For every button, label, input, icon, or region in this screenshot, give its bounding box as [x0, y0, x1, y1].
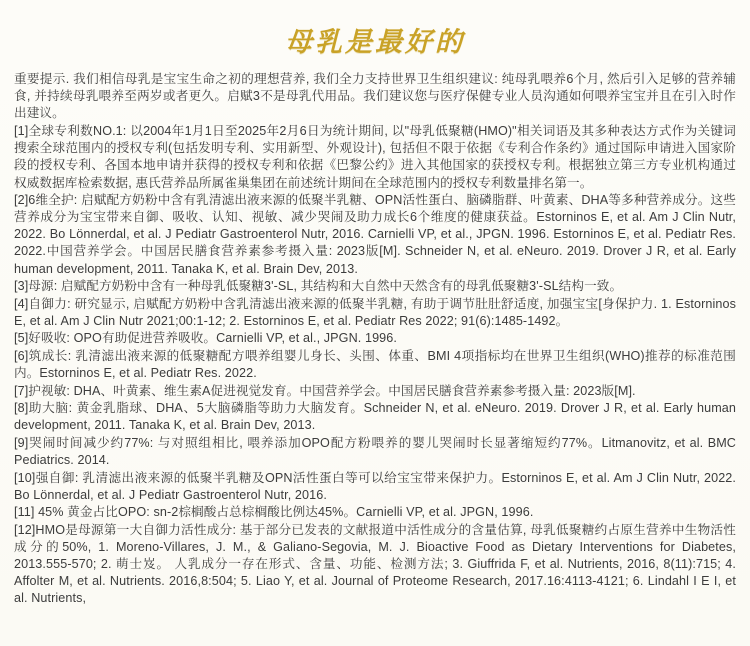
paragraph-footnote-2: [2]6维全护: 启赋配方奶粉中含有乳清滤出液来源的低聚半乳糖、OPN活性蛋白、脑磷脂群、叶黄素、DHA等多种营养成分。这些营养成分为宝宝带来自御、吸收、认知、视敏、减少哭闹及助力成长6个维度的健康获益。Estorninos E, et al. Am J Clin Nutr, 2022. Bo Lönnerdal, et al. J Pediatr Gastroenterol Nutr, 2016. Carnielli VP, et al., JPGN. 1996. Estorninos E, et al. Pediatr Res. 2022.中国营养学会。中国居民膳食营养素参考摄入量: 2023版[M]. Schneider N, et al. eNeuro. 2019. Drover J R, et al. Early human development, 2011. Tanaka K, et al. Brain Dev, 2013.: [14, 193, 736, 276]
headline: [0, 0, 750, 65]
disclaimer-body: [0, 65, 750, 607]
paragraph-footnote-7: [7]护视敏: DHA、叶黄素、维生素A促进视觉发育。中国营养学会。中国居民膳食营养素参考摄入量: 2023版[M].: [14, 383, 636, 398]
paragraph-footnote-9: [9]哭闹时间减少约77%: 与对照组相比, 喂养添加OPO配方粉喂养的婴儿哭闹时长显著缩短约77%。Litmanovitz, et al. BMC Pediatrics. 2014.: [14, 435, 736, 468]
paragraph-footnote-8: [8]助大脑: 黄金乳脂球、DHA、5大脑磷脂等助力大脑发育。Schneider N, et al. eNeuro. 2019. Drover J R, et al. Early human development, 2011. Tanaka K, et al. Brain Dev, 2013.: [14, 401, 736, 433]
paragraph-important-notice: 重要提示. 我们相信母乳是宝宝生命之初的理想营养, 我们全力支持世界卫生组织建议: 纯母乳喂养6个月, 然后引入足够的营养辅食, 并持续母乳喂养至两岁或者更久。启赋3不是母乳代用品。我们建议您与医疗保健专业人员沟通如何喂养宝宝并且在引入时作出建议。: [14, 72, 736, 121]
paragraph-footnote-12: [12]HMO是母源第一大自御力活性成分: 基于部分已发表的文献报道中活性成分的含量估算, 母乳低聚糖约占原生营养中生物活性成分的50%, 1. Moreno-Villares, J. M., & Galiano-Segovia, M. J. Bioactive Food as Dietary Interventions for Diabetes, 2013.555-570; 2. 萌士岌。 人乳成分一存在形式、含量、功能、检测方法; 3. Giuffrida F, et al. Nutrients, 2016, 8(11):715; 4. Affolter M, et al. Nutrients. 2016,8:504; 5. Liao Y, et al. Journal of Proteome Research, 2017.16:4113-4121; 6. Lindahl I E I, et al. Nutrients,: [14, 522, 736, 606]
bottom-fade-overlay: [0, 632, 750, 646]
paragraph-footnote-11: [11] 45% 黄金占比OPO: sn-2棕榈酸占总棕榈酸比例达45%。Carnielli VP, et al. JPGN, 1996.: [14, 505, 534, 520]
paragraph-footnote-4: [4]自御力: 研究显示, 启赋配方奶粉中含乳清滤出液来源的低聚半乳糖, 有助于调节肚肚舒适度, 加强宝宝[身保护力. 1. Estorninos E, et al. Am J Clin Nutr 2021;00:1-12; 2. Estorninos E, et al. Pediatr Res 2022; 91(6):1485-1492。: [14, 296, 736, 328]
headline-text: 母乳是最好的: [285, 27, 465, 57]
paragraph-footnote-10: [10]强自御: 乳清滤出液来源的低聚半乳糖及OPN活性蛋白等可以给宝宝带来保护力。Estorninos E, et al. Am J Clin Nutr, 2022. Bo Lönnerdal, et al. J Pediatr Gastroenterol Nutr, 2016.: [14, 470, 736, 502]
paragraph-footnote-5: [5]好吸收: OPO有助促进营养吸收。Carnielli VP, et al., JPGN. 1996.: [14, 331, 397, 346]
paragraph-footnote-6: [6]筑成长: 乳清滤出液来源的低聚糖配方喂养组婴儿身长、头围、体重、BMI 4项指标均在世界卫生组织(WHO)推荐的标准范围内。Estorninos E, et al. Pediatr Res. 2022.: [14, 349, 736, 381]
paragraph-footnote-1: [1]全球专利数NO.1: 以2004年1月1日至2025年2月6日为统计期间, 以"母乳低聚糖(HMO)"相关词语及其多种表达方式作为关键词搜索全球范围内的授权专利(包括发明专利、实用新型、外观设计), 包括但不限于依据《专利合作条约》通过国际申请进入国家阶段的授权专利、各国本地申请并获得的授权专利和依据《巴黎公约》进入其他国家的获授权专利。根据独立第三方专业机构通过权威数据库检索数据, 惠氏营养品所属雀巢集团在前述统计期间在全球范围内的授权专利数量排名第一。: [14, 124, 736, 190]
paragraph-footnote-3: [3]母源: 启赋配方奶粉中含有一种母乳低聚糖3'-SL, 其结构和大自然中天然含有的母乳低聚糖3'-SL结构一致。: [14, 279, 623, 294]
